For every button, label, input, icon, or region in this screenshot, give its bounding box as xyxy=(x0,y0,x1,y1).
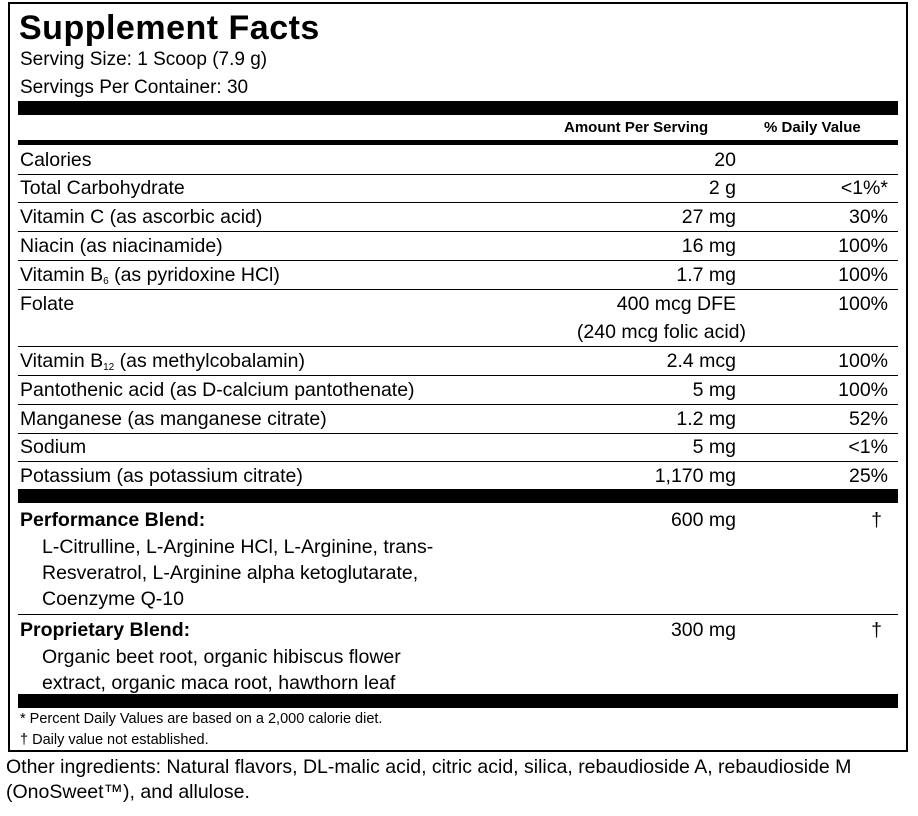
nutrient-name: Sodium xyxy=(20,436,87,458)
nutrient-amount: 27 mg xyxy=(681,206,736,228)
nutrient-daily-value: 100% xyxy=(838,350,888,372)
nutrient-name: Vitamin $B_6$ (as pyridoxine HCl) xyxy=(20,264,280,287)
blend-daily-value: † xyxy=(871,509,882,531)
nutrient-amount: 20 xyxy=(714,149,736,171)
supplement-facts-panel xyxy=(8,2,908,752)
nutrient-amount: 2 g xyxy=(708,177,736,199)
other-ingredients: Other ingredients: Natural flavors, DL-malic acid, citric acid, silica, rebaudioside A, rebaudioside M (OnoSweet™), and allulose. xyxy=(6,756,852,803)
footnote-not-established: † Daily value not established. xyxy=(20,732,209,748)
nutrient-daily-value: 25% xyxy=(848,465,888,487)
row-divider xyxy=(18,231,898,232)
header-daily-value: % Daily Value xyxy=(764,119,861,136)
nutrient-amount-detail: (240 mcg folic acid) xyxy=(576,321,746,343)
footnote-daily-values: * Percent Daily Values are based on a 2,000 calorie diet. xyxy=(20,711,383,727)
nutrient-amount: 16 mg xyxy=(681,235,736,257)
panel-title: Supplement Facts xyxy=(19,9,320,47)
nutrient-name: Pantothenic acid (as D-calcium pantothenate) xyxy=(20,379,415,401)
nutrient-daily-value: 100% xyxy=(838,264,888,286)
nutrient-name: Vitamin C (as ascorbic acid) xyxy=(20,206,263,228)
nutrient-daily-value: 52% xyxy=(848,408,888,430)
nutrient-amount: 1.2 mg xyxy=(676,408,736,430)
row-divider xyxy=(18,346,898,347)
medium-divider xyxy=(18,140,898,145)
blend-name: Performance Blend: xyxy=(20,509,206,531)
thick-divider xyxy=(18,694,898,708)
row-divider xyxy=(18,433,898,434)
nutrient-amount: 5 mg xyxy=(692,436,736,458)
nutrient-name: Vitamin $B_{12}$ (as methylcobalamin) xyxy=(20,350,305,373)
row-divider xyxy=(18,260,898,261)
blend-amount: 600 mg xyxy=(670,509,736,531)
header-amount: Amount Per Serving xyxy=(564,119,709,136)
nutrient-daily-value: <1%* xyxy=(840,177,888,199)
row-divider xyxy=(18,375,898,376)
nutrient-amount: 1,170 mg xyxy=(654,465,736,487)
nutrient-daily-value: 100% xyxy=(838,293,888,315)
row-divider xyxy=(18,461,898,462)
serving-size: Serving Size: 1 Scoop (7.9 g) xyxy=(20,49,268,70)
nutrient-daily-value: <1% xyxy=(848,436,888,458)
row-divider xyxy=(18,202,898,203)
blend-ingredients: L-Citrulline, L-Arginine HCl, L-Arginine, trans- Resveratrol, L-Arginine alpha ketoglutarate, Coenzyme Q-10 xyxy=(42,536,434,610)
nutrient-amount: 400 mcg DFE xyxy=(616,293,736,315)
nutrient-name: Potassium (as potassium citrate) xyxy=(20,465,303,487)
thick-divider xyxy=(18,489,898,503)
nutrient-amount: 2.4 mcg xyxy=(666,350,736,372)
blend-name: Proprietary Blend: xyxy=(20,619,191,641)
row-divider xyxy=(18,174,898,175)
thick-divider xyxy=(18,101,898,115)
row-divider xyxy=(18,404,898,405)
row-divider xyxy=(18,614,898,615)
nutrient-daily-value: 100% xyxy=(838,379,888,401)
servings-per-container: Servings Per Container: 30 xyxy=(20,77,249,98)
row-divider xyxy=(18,289,898,290)
nutrient-name: Niacin (as niacinamide) xyxy=(20,235,223,257)
blend-daily-value: † xyxy=(871,619,882,641)
nutrient-daily-value: 100% xyxy=(838,235,888,257)
nutrient-amount: 5 mg xyxy=(692,379,736,401)
nutrient-name: Calories xyxy=(20,149,92,171)
nutrient-daily-value: 30% xyxy=(848,206,888,228)
blend-ingredients: Organic beet root, organic hibiscus flower extract, organic maca root, hawthorn leaf xyxy=(42,646,401,694)
nutrient-name: Folate xyxy=(20,293,75,315)
nutrient-name: Total Carbohydrate xyxy=(20,177,185,199)
blend-amount: 300 mg xyxy=(670,619,736,641)
nutrient-amount: 1.7 mg xyxy=(676,264,736,286)
nutrient-name: Manganese (as manganese citrate) xyxy=(20,408,327,430)
